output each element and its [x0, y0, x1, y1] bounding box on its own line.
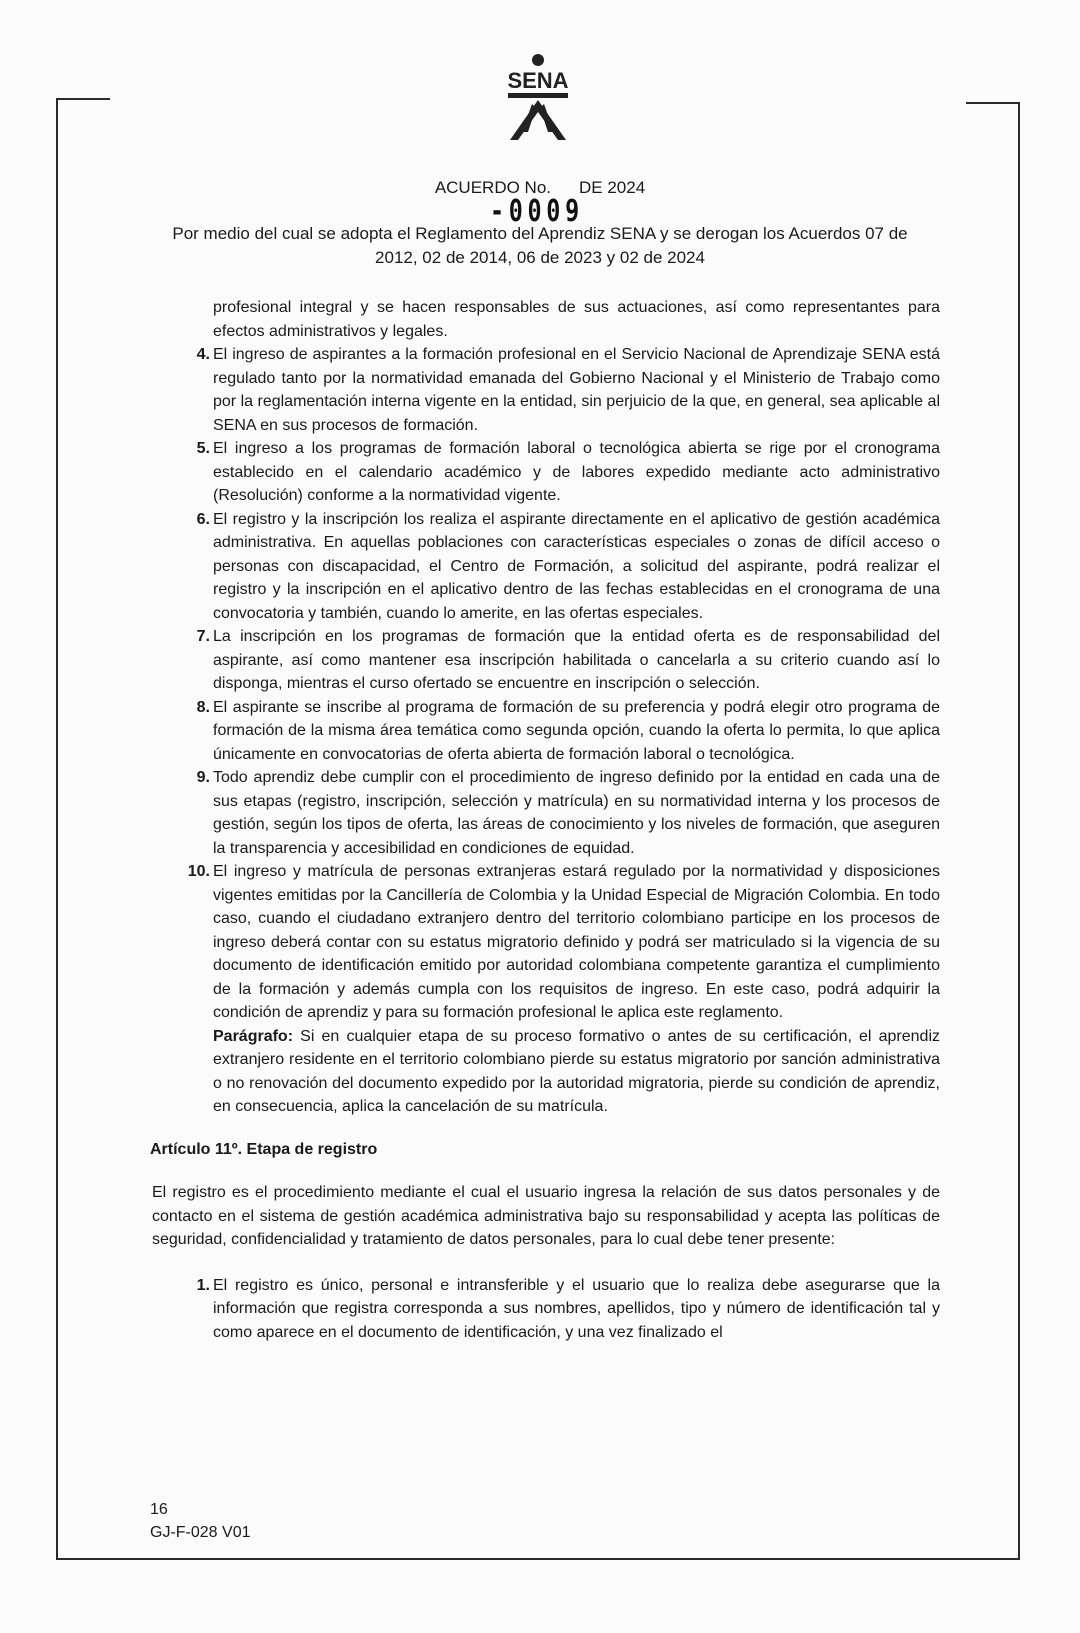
frame-line [966, 102, 1020, 104]
article-body: El registro es el procedimiento mediante el cual el usuario ingresa la relación de sus datos personales y de contacto en el sistema de gestión académica administrativa bajo su responsabilidad y acepta las políticas de seguridad, confidencialidad y tratamiento de datos personales, para lo cual debe tener presente: [152, 1184, 940, 1248]
list-item [150, 437, 940, 508]
item-number: 4. [196, 346, 210, 363]
item-text: Todo aprendiz debe cumplir con el procedimiento de ingreso definido por la entidad en cada una de sus etapas (registro, inscripción, selección y matrícula) en su normatividad interna y los procesos de gestión, según los tipos de oferta, las áreas de conocimiento y los niveles de formación, que aseguren la transparencia y accesibilidad en condiciones de equidad. [213, 769, 940, 857]
list-item [150, 343, 940, 437]
item-number: 10. [187, 863, 210, 880]
item-text: El registro es único, personal e intransferible y el usuario que lo realiza debe asegurarse que la información que registra corresponda a sus nombres, apellidos, tipo y número de identificación tal y como aparece en el documento de identificación, y una vez finalizado el [213, 1276, 940, 1341]
item-number: 7. [196, 628, 210, 645]
item-text: El ingreso y matrícula de personas extranjeras estará regulado por la normatividad y disposiciones vigentes emitidas por la Cancillería de Colombia y la Unidad Especial de Migración Colombia. En todo caso, cuando el ciudadano extranjero dentro del territorio colombiano participe en los procesos de ingreso deberá contar con su estatus migratorio definido y podrá ser matriculado si la vigencia de su documento de identificación emitido por autoridad colombiana competente garantiza el cumplimiento de la formación y además cumpla con los requisitos de ingreso. En este caso, podrá adquirir la condición de aprendiz y para su formación profesional le aplica este reglamento. [213, 863, 940, 1021]
item-text: La inscripción en los programas de formación que la entidad oferta es de responsabilidad del aspirante, así como mantener esa inscripción habilitada o cancelarla a su criterio cuando así lo disponga, mientras el curso ofertado se encuentre en inscripción o selección. [213, 628, 940, 692]
acuerdo-label: ACUERDO No. [434, 178, 551, 197]
subtitle-line-2: 2012, 02 de 2014, 06 de 2023 y 02 de 2024 [375, 248, 705, 267]
continuation-paragraph: profesional integral y se hacen responsables de sus actuaciones, así como representantes para efectos administrativos y legales. [213, 299, 940, 340]
item-text: El registro y la inscripción los realiza el aspirante directamente en el aplicativo de gestión académica administrativa. En aquellas poblaciones con características especiales o zonas de difícil acceso o personas con discapacidad, el Centro de Formación, a solicitud del aspirante, podrá realizar el registro y la inscripción en el aplicativo dentro de las fechas establecidas en el cronograma de una convocatoria y también, cuando lo amerite, en las ofertas especiales. [213, 510, 940, 622]
list-item [150, 696, 940, 767]
frame-line [1018, 102, 1020, 1560]
list-item [150, 1274, 940, 1345]
sena-logo [488, 48, 588, 148]
item-number: 9. [196, 769, 210, 786]
item-number: 6. [196, 510, 210, 528]
page-number: 16 [150, 1501, 168, 1518]
document-body [150, 296, 940, 1344]
form-code: GJ-F-028 V01 [150, 1524, 251, 1541]
list-item [150, 860, 940, 1025]
frame-line [56, 1558, 1020, 1560]
acuerdo-number-stamp: -0009 [490, 194, 584, 229]
page-footer [150, 1498, 250, 1544]
subtitle-line-1: Por medio del cual se adopta el Reglamento del Aprendiz SENA y se derogan los Acuerdos 07 de [172, 224, 908, 243]
list-item [150, 625, 940, 696]
acuerdo-year: DE 2024 [579, 178, 646, 197]
frame-line [56, 98, 58, 1560]
paragrafo-label: Parágrafo: [213, 1027, 294, 1045]
article-title: Artículo 11º. Etapa de registro [150, 1140, 378, 1158]
item-number: 5. [196, 440, 210, 457]
paragrafo [150, 1025, 940, 1119]
logo-text: SENA [507, 68, 569, 93]
frame-line [56, 98, 110, 100]
item-text: El aspirante se inscribe al programa de formación de su preferencia y podrá elegir otro programa de formación de la misma área temática como segunda opción, cuando la oferta lo permita, lo que aplica únicamente en convocatorias de oferta abierta de formación laboral o tecnológica. [213, 698, 940, 763]
item-text: El ingreso a los programas de formación laboral o tecnológica abierta se rige por el cronograma establecido en el calendario académico y de labores expedido mediante acto administrativo (Resolución) conforme a la normatividad vigente. [213, 440, 940, 504]
item-number: 8. [196, 698, 210, 716]
item-number: 1. [196, 1276, 210, 1294]
item-text: El ingreso de aspirantes a la formación profesional en el Servicio Nacional de Aprendizaje SENA está regulado tanto por la normatividad emanada del Gobierno Nacional y el Ministerio de Trabajo como por la reglamentación interna vigente en la entidad, sin perjuicio de la que, en general, sea aplicable al SENA en sus procesos de formación. [213, 346, 940, 434]
list-item [150, 766, 940, 860]
paragrafo-text: Si en cualquier etapa de su proceso formativo o antes de su certificación, el aprendiz extranjero residente en el territorio colombiano pierde su estatus migratorio por sanción administrativa o no renovación del documento expedido por la autoridad migratoria, pierde su condición de aprendiz, en consecuencia, aplica la cancelación de su matrícula. [213, 1027, 940, 1115]
list-item [150, 508, 940, 626]
